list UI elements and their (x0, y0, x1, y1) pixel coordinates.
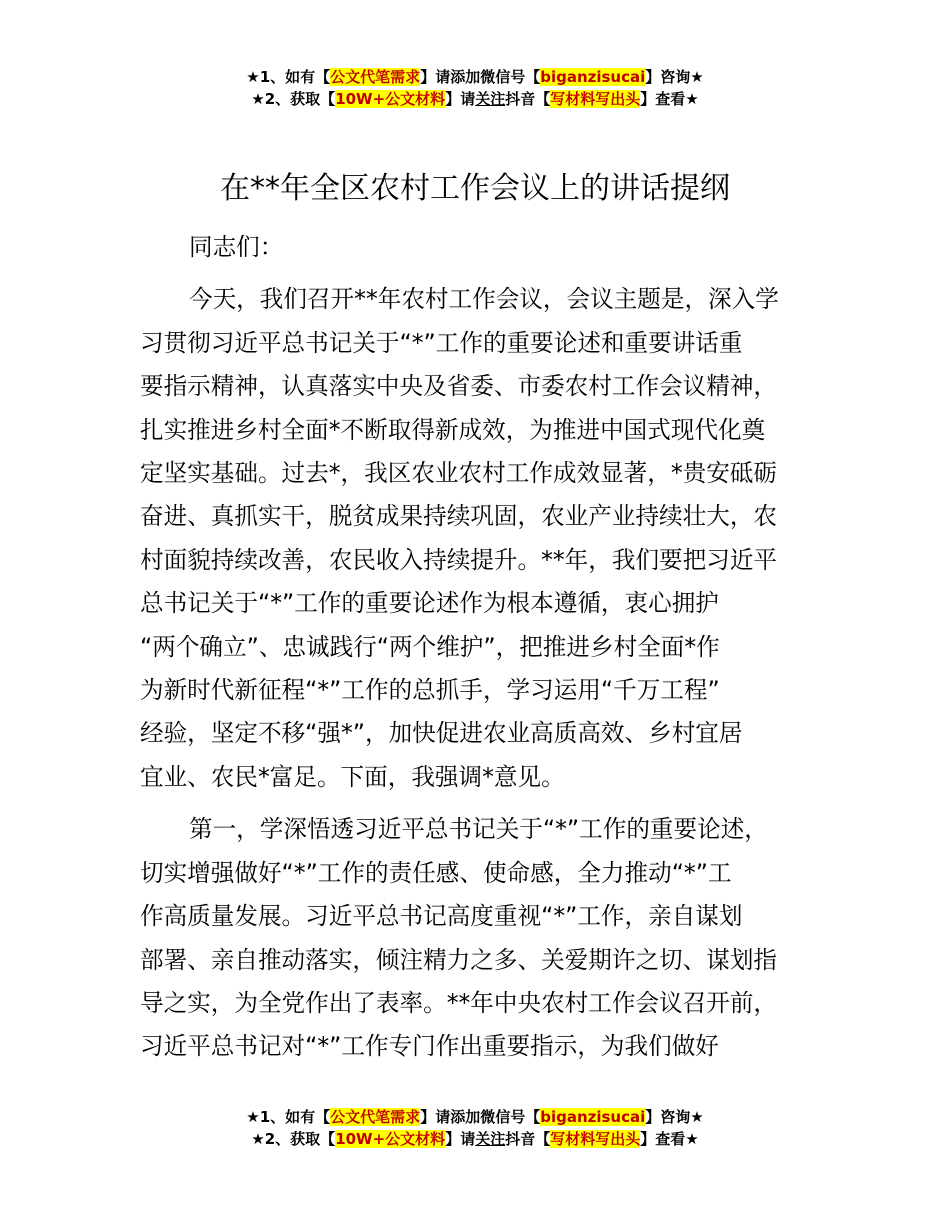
banner-text: ★2、获取【 (251, 1130, 336, 1148)
paragraph-1 (140, 278, 830, 799)
banner-highlight: 10W+公文材料 (335, 1130, 446, 1148)
header-banner-line-2 (0, 88, 950, 110)
banner-text: 】请 (445, 90, 476, 108)
paragraph-line: 村面貌持续改善，农民收入持续提升。**年，我们要把习近平 (140, 545, 778, 574)
banner-underlined: 关注 (475, 1130, 506, 1148)
douyin-account-highlight: 写材料写出头 (550, 1130, 641, 1148)
banner-text: 】请添加微信号【 (420, 68, 541, 86)
wechat-id-highlight: biganzisucai (540, 1108, 646, 1126)
wechat-id-highlight: biganzisucai (540, 68, 646, 86)
paragraph-line: 导之实，为全党作出了表率。**年中央农村工作会议召开前， (140, 988, 778, 1017)
paragraph-line: 奋进、真抓实干，脱贫成果持续巩固，农业产业持续壮大，农 (140, 502, 778, 531)
banner-text: 】咨询★ (645, 1108, 704, 1126)
footer-banner-line-1 (0, 1106, 950, 1128)
footer-banner (0, 1106, 950, 1150)
paragraph-line: 要指示精神，认真落实中央及省委、市委农村工作会议精神， (140, 372, 778, 401)
paragraph-line: 第一，学深悟透习近平总书记关于“*”工作的重要论述， (189, 815, 768, 844)
paragraph-line: 习贯彻习近平总书记关于“*”工作的重要论述和重要讲话重 (140, 328, 743, 357)
paragraph-line: 习近平总书记对“*”工作专门作出重要指示，为我们做好 (140, 1032, 719, 1061)
paragraph-2 (140, 808, 830, 1068)
header-banner (0, 66, 950, 110)
footer-banner-line-2 (0, 1128, 950, 1150)
banner-text: 】查看★ (640, 90, 699, 108)
salutation: 同志们： (189, 233, 284, 261)
paragraph-line: 为新时代新征程“*”工作的总抓手，学习运用“千万工程” (140, 676, 720, 705)
banner-underlined: 关注 (475, 90, 506, 108)
paragraph-line: 作高质量发展。习近平总书记高度重视“*”工作，亲自谋划 (140, 902, 743, 931)
header-banner-line-1 (0, 66, 950, 88)
paragraph-line: 部署、亲自推动落实，倾注精力之多、关爱期许之切、谋划指 (140, 945, 778, 974)
paragraph-line: 总书记关于“*”工作的重要论述作为根本遵循，衷心拥护 (140, 589, 719, 618)
banner-text: 】查看★ (640, 1130, 699, 1148)
document-body (140, 226, 830, 1069)
banner-highlight: 公文代笔需求 (330, 1108, 421, 1126)
paragraph-line: “两个确立”、忠诚践行“两个维护”，把推进乡村全面*作 (140, 632, 720, 661)
document-title: 在**年全区农村工作会议上的讲话提纲 (220, 171, 730, 206)
banner-text: ★1、如有【 (246, 1108, 331, 1126)
banner-text: 抖音【 (505, 1130, 551, 1148)
banner-highlight: 公文代笔需求 (330, 68, 421, 86)
douyin-account-highlight: 写材料写出头 (550, 90, 641, 108)
paragraph-line: 切实增强做好“*”工作的责任感、使命感，全力推动“*”工 (140, 858, 732, 887)
banner-text: 】请添加微信号【 (420, 1108, 541, 1126)
paragraph-line: 宜业、农民*富足。下面，我强调*意见。 (140, 762, 565, 791)
banner-text: ★1、如有【 (246, 68, 331, 86)
banner-text: 抖音【 (505, 90, 551, 108)
banner-text: 】请 (445, 1130, 476, 1148)
banner-text: 】咨询★ (645, 68, 704, 86)
paragraph-line: 定坚实基础。过去*，我区农业农村工作成效显著，*贵安砥砺 (140, 459, 778, 488)
banner-highlight: 10W+公文材料 (335, 90, 446, 108)
paragraph-line: 今天，我们召开**年农村工作会议，会议主题是，深入学 (189, 285, 779, 314)
paragraph-line: 经验，坚定不移“强*”，加快促进农业高质高效、乡村宜居 (140, 719, 743, 748)
banner-text: ★2、获取【 (251, 90, 336, 108)
paragraph-line: 扎实推进乡村全面*不断取得新成效，为推进中国式现代化奠 (140, 415, 766, 444)
